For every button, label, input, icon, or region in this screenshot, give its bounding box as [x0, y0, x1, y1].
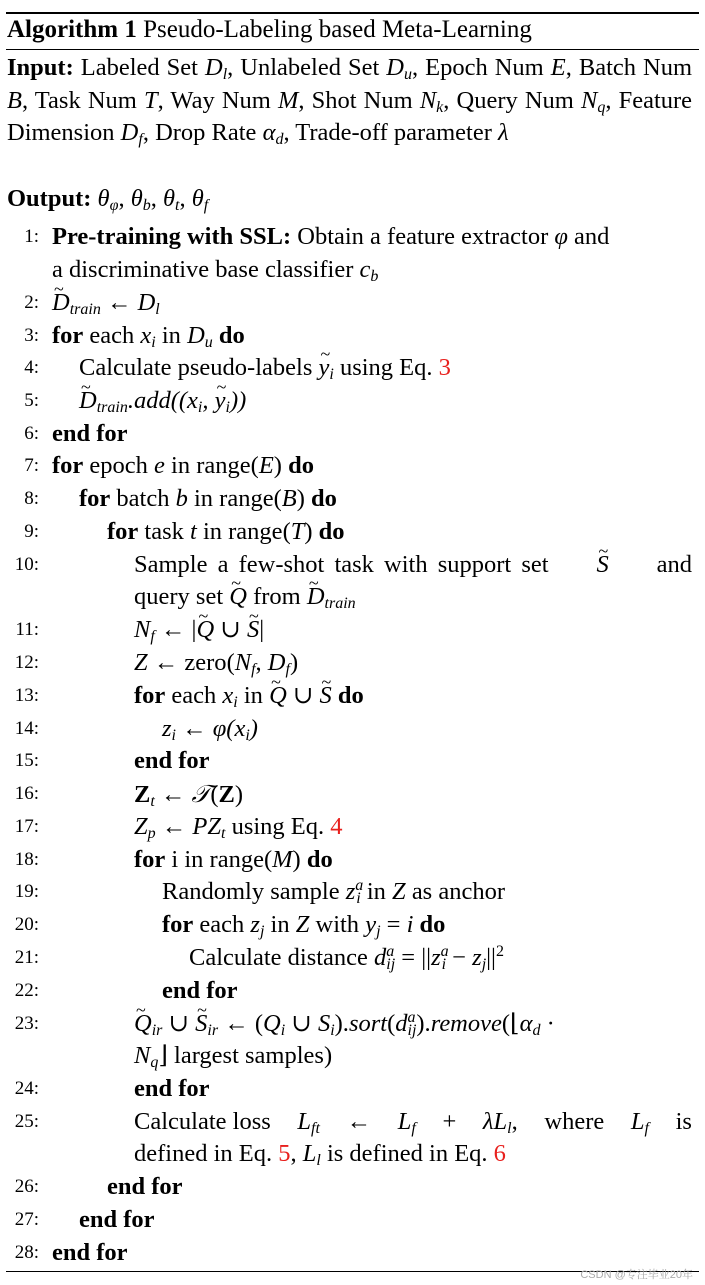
line-number: 1: [24, 226, 39, 247]
step-text: query set [134, 583, 224, 610]
step-21: 21: Calculate distance $d^a_{ij} = ||z^a_i - z_j||^2$ [14, 943, 504, 973]
line-number: 7: [24, 455, 39, 476]
line-number: 8: [24, 488, 39, 509]
input-block: Input: Labeled Set $D_l$, Unlabeled Set $D_u$, Epoch Num E, Batch Num B, Task Num T, Way Num M, Shot Num $N_k$, Query Num $N_q$, Feature Dimension $D_f$, Drop Rate $\alpha_d$, Trade-off parameter λ [7, 54, 693, 148]
keyword: end for [134, 747, 210, 774]
line-number: 22: [14, 980, 39, 1001]
step-text: each [89, 322, 135, 349]
step-text: with [315, 911, 360, 938]
algorithm-name: Pseudo-Labeling based Meta-Learning [143, 16, 532, 43]
step-text: as anchor [411, 878, 506, 905]
line-number: 19: [14, 881, 39, 902]
eq-ref-6[interactable]: 6 [493, 1140, 506, 1167]
step-text: and [656, 551, 692, 578]
step-text: task [144, 518, 184, 545]
keyword: for [134, 682, 166, 709]
step-text: and [574, 223, 610, 250]
input-shot: Shot Num [311, 86, 413, 114]
step-text: is defined in Eq. [326, 1140, 488, 1167]
keyword: end for [79, 1206, 155, 1233]
step-13: 13: for each $x_i$ in ~ Q ∪ ~ S do [0, 680, 705, 712]
step-27 [0, 1204, 705, 1236]
step-text: in [171, 452, 191, 479]
keyword: do [419, 911, 446, 938]
step-26 [0, 1171, 705, 1203]
step-10-cont: query set ~ Q from ~ $D_{train}$ [0, 581, 705, 613]
step-16: 16: $Z_t$ ← 𝒯(Z) [14, 779, 244, 810]
step-text: zero [184, 649, 227, 676]
output-block: Output: $\theta_\varphi$, $\theta_b$, $\theta_t$, $\theta_f$ [7, 185, 209, 214]
top-rule [6, 12, 699, 14]
algorithm-label: Algorithm 1 [7, 16, 137, 43]
step-20: 20: for each $z_j$ in Z with $y_j = i$ do [14, 911, 446, 940]
line-number: 20: [14, 914, 39, 935]
step-text: Randomly sample [162, 878, 340, 905]
watermark: CSDN @专注毕业20年 [580, 1269, 693, 1281]
caption-rule [6, 49, 699, 50]
step-6 [0, 418, 705, 450]
keyword: for [162, 911, 194, 938]
keyword: do [218, 322, 245, 349]
line-number: 15: [14, 750, 39, 771]
keyword: for [52, 452, 84, 479]
step-10: 10: Sample a few-shot task with support set ~ S and [0, 549, 705, 581]
keyword: for [79, 485, 111, 512]
line-number: 14: [14, 718, 39, 739]
line-number: 5: [24, 390, 39, 411]
input-tradeoff-2: off parameter [359, 119, 492, 146]
keyword: end for [162, 977, 238, 1004]
step-text: Calculate pseudo-labels [79, 354, 313, 381]
line-number: 4: [24, 357, 39, 378]
algorithm-caption [7, 16, 532, 44]
step-text: i in range [171, 846, 264, 873]
step-text: using Eq. [339, 354, 433, 381]
keyword: do [306, 846, 333, 873]
step-text: Sample a few-shot task with support set [134, 551, 549, 578]
line-number: 11: [15, 619, 39, 640]
line-number: 16: [14, 783, 39, 804]
input-epoch: Epoch Num [425, 54, 544, 81]
input-task: Task Num [34, 86, 137, 114]
step-28 [0, 1237, 705, 1269]
eq-ref-4[interactable]: 4 [330, 813, 343, 840]
step-text: where [544, 1108, 605, 1135]
step-text: epoch [89, 452, 148, 479]
keyword: do [311, 485, 337, 512]
step-text: is [675, 1108, 692, 1135]
step-8: 8: for batch b in range(B) do [0, 483, 705, 515]
step-text: largest samples) [174, 1042, 333, 1069]
step-text: in [270, 911, 290, 938]
line-number: 23: [14, 1013, 39, 1034]
line-number: 26: [14, 1176, 39, 1197]
step-15 [0, 745, 705, 777]
step-24 [0, 1073, 705, 1105]
step-text: in [193, 485, 214, 512]
input-way: Way Num [170, 86, 271, 114]
step-25-cont: defined in Eq. 5, $L_l$ is defined in Eq. 6 [134, 1140, 506, 1169]
eq-ref-3[interactable]: 3 [438, 354, 451, 381]
step-17: 17: $Z_p$ ← $PZ_t$ using Eq. 4 [14, 813, 343, 842]
step-text: range [228, 518, 283, 545]
step-text: range [219, 485, 274, 512]
keyword: end for [107, 1173, 183, 1200]
keyword: do [288, 452, 314, 479]
step-23: 23: ~ $Q_{ir}$ ∪ ~ $S_{ir}$ ← ($Q_i$ ∪ $S_i).sort(d^a_{ij}).remove(⌊\alpha_d$ · [0, 1008, 705, 1040]
output-key: Output: [7, 185, 92, 212]
step-text: each [171, 682, 217, 709]
step-4: 4: Calculate pseudo-labels ~ $y_i$ using Eq. 3 [0, 352, 705, 384]
step-text: range [196, 452, 251, 479]
step-text: each [199, 911, 245, 938]
input-query: Query Num [456, 86, 574, 114]
step-text: Calculate loss [134, 1108, 271, 1135]
step-3: 3: for each $x_i$ in $D_u$ do [24, 322, 245, 351]
line-number: 12: [14, 652, 39, 673]
input-feature-dim: Feature Dimension [7, 86, 693, 146]
input-labeled: Labeled Set [80, 54, 198, 81]
step-1: 1: Pre-training with SSL: Obtain a feature extractor φ and [0, 221, 705, 253]
step-19: 19: Randomly sample $z^a_i$ in Z as anchor [14, 877, 506, 907]
line-number: 10: [14, 554, 39, 575]
line-number: 24: [14, 1078, 39, 1099]
keyword: do [318, 518, 345, 545]
step-1-cont: a discriminative base classifier $c_b$ [52, 256, 379, 285]
step-23-cont: $N_q⌋$ largest samples) [134, 1042, 333, 1071]
keyword: end for [52, 420, 128, 447]
step-text: in [366, 878, 386, 905]
step-25: 25: Calculate loss $L_{ft}$ ← $L_f$ + $\lambda L_l$, where $L_f$ is [14, 1108, 692, 1137]
step-2: 2: ~ $D_{train}$ ← $D_l$ [0, 287, 705, 319]
step-22 [0, 975, 705, 1007]
line-number: 2: [24, 292, 39, 313]
line-number: 21: [14, 947, 39, 968]
step-text: defined in Eq. [134, 1140, 273, 1167]
keyword: end for [134, 1075, 210, 1102]
step-7: 7: for epoch e in range(E) do [0, 450, 705, 482]
step-11: 11: $N_f$ ← |~ Q ∪ ~ S| [0, 614, 705, 646]
step-text: Calculate distance [189, 944, 368, 971]
step-text: in [202, 518, 223, 545]
line-number: 25: [14, 1111, 39, 1132]
keyword: do [337, 682, 364, 709]
line-number: 27: [14, 1209, 39, 1230]
step-text: batch [116, 485, 170, 512]
input-batch: Batch Num [578, 54, 693, 81]
input-tradeoff-1: Trade- [295, 119, 360, 146]
input-drop-rate: Drop Rate [155, 119, 257, 146]
step-18: 18: for i in range(M) do [0, 844, 705, 876]
input-unlabeled: Unlabeled Set [240, 54, 380, 81]
step-9: 9: for task t in range(T) do [0, 516, 705, 548]
keyword: for [52, 322, 84, 349]
keyword: for [107, 518, 139, 545]
line-number: 6: [24, 423, 39, 444]
step-12: 12: Z ← $zero(N_f$, $D_f$) [14, 649, 299, 678]
step-text: Obtain a feature extractor [297, 223, 549, 250]
step-text: in [243, 682, 263, 709]
line-number: 17: [14, 816, 39, 837]
input-key: Input: [7, 54, 74, 81]
step-5: 5: ~ $D_{train}.add((x_i$, ~ $y_i$)) [0, 385, 705, 417]
step-text: from [253, 583, 301, 610]
pretraining-label: Pre-training with SSL: [52, 223, 292, 250]
step-text: in [161, 322, 181, 349]
line-number: 28: [14, 1242, 39, 1263]
line-number: 3: [24, 325, 39, 346]
eq-ref-5[interactable]: 5 [278, 1140, 291, 1167]
step-14: 14: $z_i$ ← $\varphi(x_i)$ [14, 715, 258, 744]
keyword: end for [52, 1239, 128, 1266]
line-number: 9: [24, 521, 39, 542]
step-text: using Eq. [231, 813, 325, 840]
line-number: 13: [14, 685, 39, 706]
keyword: for [134, 846, 166, 873]
step-text: a discriminative base classifier [52, 256, 354, 283]
line-number: 18: [14, 849, 39, 870]
